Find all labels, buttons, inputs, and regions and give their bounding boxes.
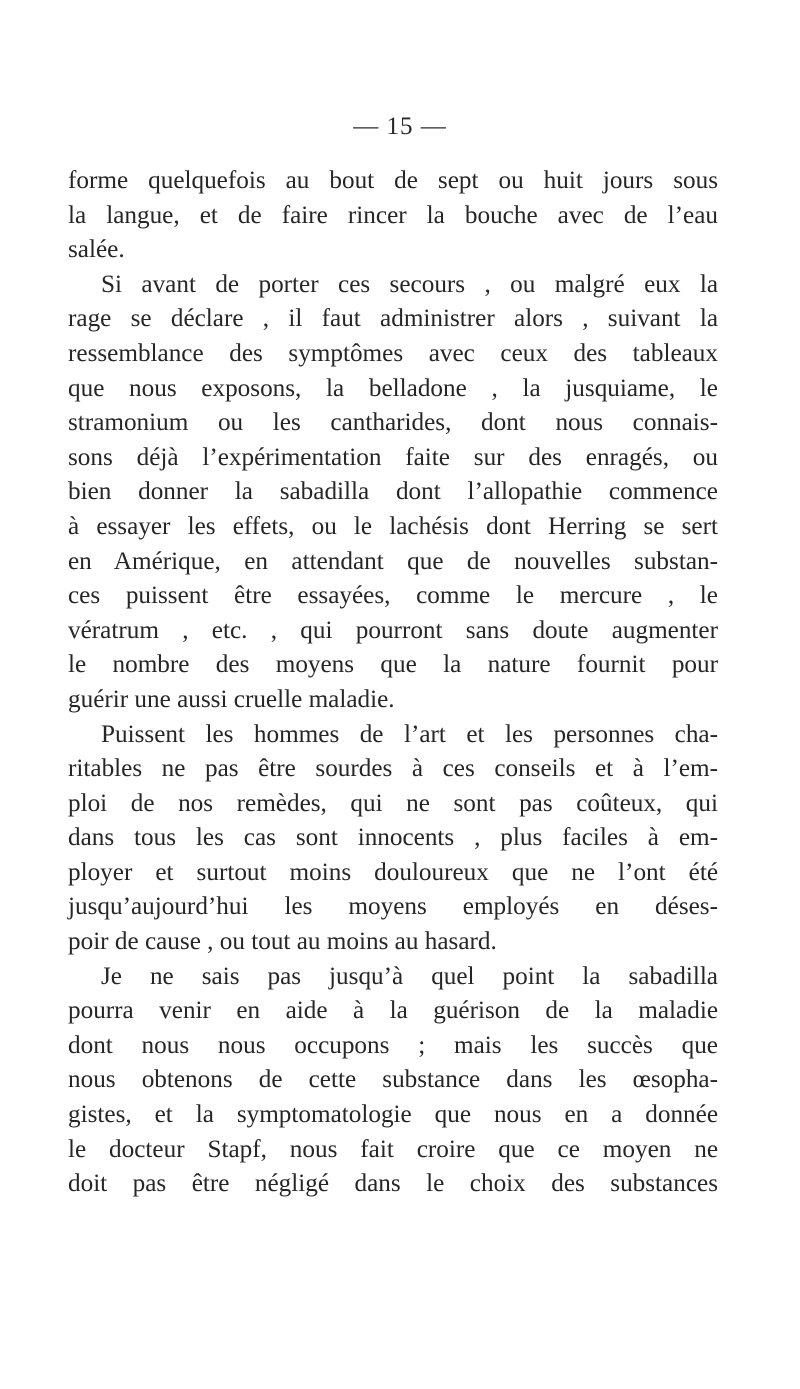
text-line: à essayer les effets, ou le lachésis dont Herring se sert [68, 512, 718, 540]
page-number: — 15 — [353, 113, 447, 140]
text-line: stramonium ou les cantharides, dont nous connais- [68, 409, 718, 437]
body-text [68, 164, 718, 1202]
text-line: ces puissent être essayées, comme le mercure , le [68, 582, 718, 610]
text-line: Puissent les hommes de l’art et les personnes cha- [101, 720, 718, 748]
text-line: guérir une aussi cruelle maladie. [68, 685, 395, 713]
text-line: ressemblance des symptômes avec ceux des tableaux [68, 339, 718, 367]
text-line: nous obtenons de cette substance dans les œsopha- [68, 1066, 718, 1094]
text-line: sons déjà l’expérimentation faite sur des enragés, ou [68, 443, 718, 471]
text-line: la langue, et de faire rincer la bouche avec de l’eau [68, 201, 718, 229]
text-line: Si avant de porter ces secours , ou malgré eux la [101, 270, 718, 298]
text-line: que nous exposons, la belladone , la jusquiame, le [68, 374, 718, 402]
text-line: jusqu’aujourd’hui les moyens employés en déses- [68, 893, 718, 921]
text-line: bien donner la sabadilla dont l’allopathie commence [68, 478, 718, 506]
text-line: poir de cause , ou tout au moins au hasard. [68, 928, 497, 956]
paragraph [68, 718, 718, 960]
paragraph [68, 960, 718, 1202]
text-line: Je ne sais pas jusqu’à quel point la sabadilla [101, 962, 718, 990]
text-line: doit pas être négligé dans le choix des substances [68, 1170, 718, 1198]
text-line: vératrum , etc. , qui pourront sans doute augmenter [68, 616, 718, 644]
text-line: ployer et surtout moins douloureux que ne l’ont été [68, 858, 718, 886]
paragraph [68, 268, 718, 718]
text-line: dans tous les cas sont innocents , plus faciles à em- [68, 824, 718, 852]
text-line: salée. [68, 236, 125, 264]
text-line: forme quelquefois au bout de sept ou huit jours sous [68, 167, 718, 194]
text-line: pourra venir en aide à la guérison de la maladie [68, 997, 718, 1025]
text-line: en Amérique, en attendant que de nouvelles substan- [68, 547, 718, 575]
text-line: ritables ne pas être sourdes à ces conseils et à l’em- [68, 755, 718, 783]
text-line: ploi de nos remèdes, qui ne sont pas coûteux, qui [68, 789, 718, 817]
text-line: le nombre des moyens que la nature fournit pour [68, 651, 718, 679]
paragraph [68, 164, 718, 268]
text-line: dont nous nous occupons ; mais les succès que [68, 1031, 718, 1059]
text-line: rage se déclare , il faut administrer alors , suivant la [68, 305, 718, 333]
text-line: gistes, et la symptomatologie que nous en a donnée [68, 1101, 718, 1129]
text-line: le docteur Stapf, nous fait croire que ce moyen ne [68, 1135, 718, 1163]
